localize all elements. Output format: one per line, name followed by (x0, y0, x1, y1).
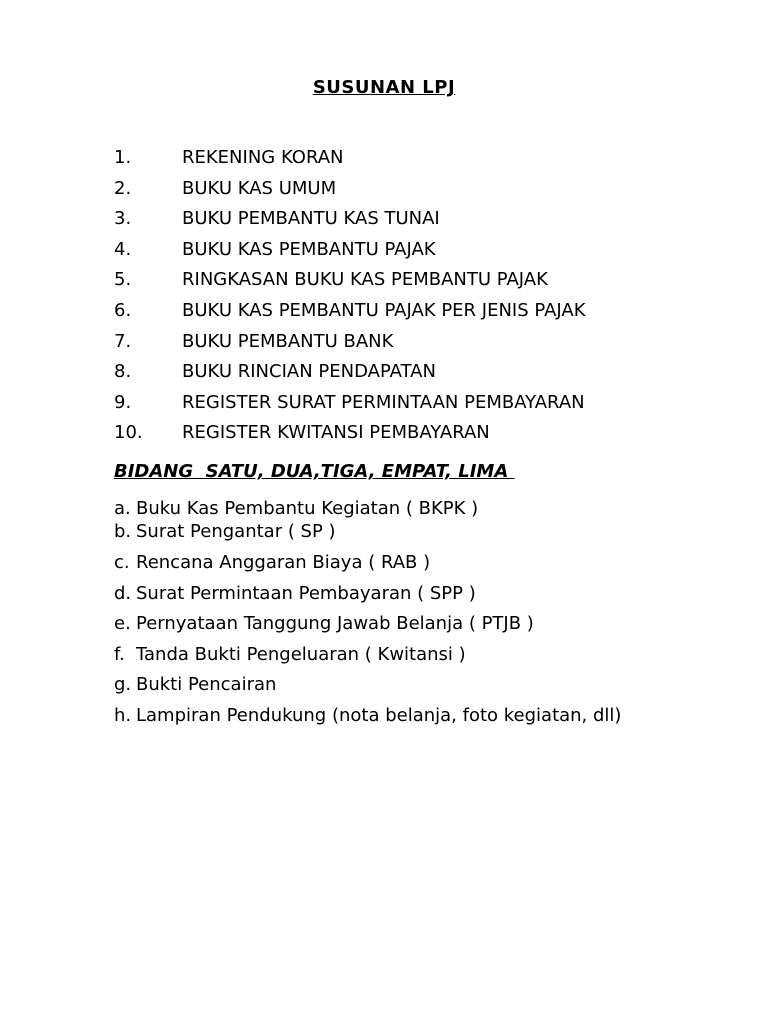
list-item (114, 268, 586, 299)
section-heading: BIDANG SATU, DUA,TIGA, EMPAT, LIMA (114, 461, 515, 482)
list-item (114, 360, 586, 391)
item-text: REGISTER KWITANSI PEMBAYARAN (182, 422, 490, 444)
list-item (114, 299, 586, 330)
item-text: Surat Permintaan Pembayaran ( SPP ) (136, 582, 476, 604)
item-number: 1. (114, 147, 132, 168)
item-text: BUKU RINCIAN PENDAPATAN (182, 361, 436, 383)
item-number: 9. (114, 391, 132, 413)
list-item (114, 497, 674, 520)
item-number: 2. (114, 177, 132, 199)
item-letter: h. (114, 704, 132, 726)
list-item (114, 177, 586, 208)
item-text: RINGKASAN BUKU KAS PEMBANTU PAJAK (182, 269, 548, 291)
item-text: REKENING KORAN (182, 147, 344, 168)
item-letter: a. (114, 498, 131, 519)
list-item (114, 421, 586, 452)
item-text: Surat Pengantar ( SP ) (136, 521, 336, 542)
item-text: Buku Kas Pembantu Kegiatan ( BKPK ) (136, 498, 479, 519)
list-item (114, 612, 674, 643)
item-text: BUKU KAS PEMBANTU PAJAK PER JENIS PAJAK (182, 299, 586, 321)
item-number: 10. (114, 422, 143, 444)
list-item (114, 673, 674, 704)
page-title: SUSUNAN LPJ (312, 77, 456, 98)
item-number: 3. (114, 208, 132, 230)
item-letter: d. (114, 582, 132, 604)
list-item (114, 704, 674, 731)
numbered-list (114, 146, 586, 452)
list-item (114, 582, 674, 613)
list-item (114, 551, 674, 582)
item-text: REGISTER SURAT PERMINTAAN PEMBAYARAN (182, 391, 585, 413)
list-item (114, 330, 586, 361)
item-text: Lampiran Pendukung (nota belanja, foto kegiatan, dll) (136, 704, 622, 726)
item-number: 4. (114, 238, 132, 260)
item-text: BUKU KAS UMUM (182, 177, 337, 199)
item-letter: b. (114, 521, 132, 542)
list-item (114, 643, 674, 674)
item-number: 8. (114, 361, 132, 383)
item-text: Rencana Anggaran Biaya ( RAB ) (136, 552, 431, 573)
list-item (114, 207, 586, 238)
list-item (114, 391, 586, 422)
item-text: Bukti Pencairan (136, 674, 277, 696)
item-letter: c. (114, 552, 130, 573)
item-number: 5. (114, 269, 132, 291)
item-text: Tanda Bukti Pengeluaran ( Kwitansi ) (136, 643, 466, 665)
item-letter: f. (114, 643, 125, 665)
item-number: 6. (114, 299, 132, 321)
list-item (114, 238, 586, 269)
item-number: 7. (114, 330, 132, 352)
item-text: BUKU PEMBANTU BANK (182, 330, 394, 352)
item-text: BUKU PEMBANTU KAS TUNAI (182, 208, 440, 230)
item-text: BUKU KAS PEMBANTU PAJAK (182, 238, 436, 260)
item-letter: g. (114, 674, 132, 696)
list-item (114, 146, 586, 177)
item-letter: e. (114, 613, 131, 635)
lettered-list (114, 497, 674, 731)
list-item (114, 520, 674, 551)
item-text: Pernyataan Tanggung Jawab Belanja ( PTJB ) (136, 613, 534, 635)
